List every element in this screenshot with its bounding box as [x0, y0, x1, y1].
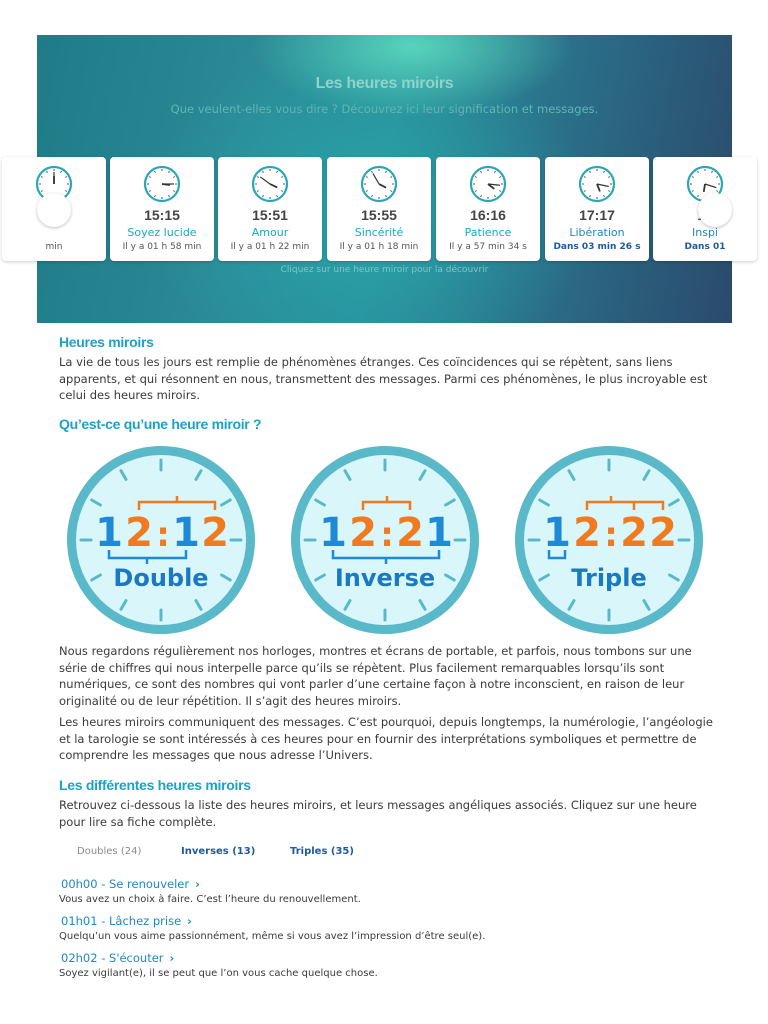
card-meaning: Sincérité [354, 226, 404, 239]
clock-icon [469, 165, 507, 203]
mirror-type-label: Inverse [334, 564, 436, 592]
clock-digit: 2 [620, 510, 648, 556]
card-time: 15:15 [144, 207, 180, 223]
clock-digit: 2 [649, 510, 677, 556]
card-time: 15:55 [361, 207, 397, 223]
clock-digit: 2 [125, 510, 153, 556]
explanation-paragraph-1: Nous regardons régulièrement nos horloges, montres et écrans de portable, et parfois, nous tombons sur une série de chiffres qui nous interpelle parce qu’ils se répètent. Plus facilement remarquables lorsqu’ils sont numériques, ce sont des nombres qui vont parler d’une certaine façon à notre inconscient, en raison de leur originalité ou de leur répétition. Il s’agit des heures miroirs. [59, 644, 692, 708]
mirror-hour-card[interactable] [110, 157, 214, 261]
card-meaning: Patience [464, 226, 512, 239]
section-qu-est-ce [59, 416, 261, 432]
mirror-hour-card[interactable] [327, 157, 431, 261]
list-item-label: 01h01 - Lâchez prise [61, 914, 182, 928]
card-countdown: Dans 01 [684, 242, 726, 252]
clock-digit: 2 [349, 510, 377, 556]
card-time: 17:17 [579, 207, 615, 223]
carousel-next-button[interactable] [698, 193, 732, 227]
list-item-title[interactable] [61, 914, 192, 928]
tab-triples[interactable]: Triples (35) [290, 846, 354, 857]
hero-title: Les heures miroirs [315, 75, 454, 92]
carousel-prev-button[interactable] [37, 193, 71, 227]
mirror-type-clock [59, 444, 264, 636]
chevron-left-icon [37, 193, 71, 227]
clock-digit: 2 [201, 510, 229, 556]
list-item-description: Quelqu’un vous aime passionnément, même si vous avez l’impression d’être seul(e). [59, 931, 486, 942]
list-item-description: Vous avez un choix à faire. C’est l’heure du renouvellement. [59, 894, 361, 905]
chevron-right-icon: › [187, 914, 192, 928]
clock-digit: 1 [425, 510, 453, 556]
list-item-label: 00h00 - Se renouveler [61, 877, 190, 891]
mirror-type-clock [507, 444, 712, 636]
section-title: Les différentes heures miroirs [59, 777, 251, 793]
list-item-title[interactable] [61, 951, 174, 965]
clock-digit: : [156, 515, 170, 555]
card-countdown: Il y a 01 h 18 min [339, 242, 419, 252]
explanation-paragraph-2: Les heures miroirs communiquent des messages. C’est pourquoi, depuis longtemps, la numérologie, l’angéologie et la tarologie se sont intéressés à ces heures pour en fournir des interprétations symboliques et permettre de comprendre les messages que nous adresse l’Univers. [59, 715, 713, 763]
section-title: Heures miroirs [59, 334, 154, 350]
clock-icon [360, 165, 398, 203]
clock-digit: 2 [396, 510, 424, 556]
intro-text: La vie de tous les jours est remplie de phénomènes étranges. Ces coïncidences qui se répètent, sans liens apparents, et qui résonnent en nous, transmettent des messages. Parmi ces phénomènes, le plus incroyable est celui des heures miroirs. [59, 355, 708, 403]
clock-digit: 1 [319, 510, 347, 556]
clock-icon [143, 165, 181, 203]
clock-digit: 2 [573, 510, 601, 556]
chevron-right-icon: › [195, 877, 200, 891]
card-countdown: Il y a 01 h 58 min [122, 242, 202, 252]
clock-digit: 1 [172, 510, 200, 556]
clock-icon [251, 165, 289, 203]
mirror-type-label: Triple [571, 564, 647, 592]
card-countdown: Dans 03 min 26 s [553, 242, 641, 252]
mirror-hour-card[interactable] [545, 157, 649, 261]
hero-banner [37, 35, 732, 323]
section-differentes [59, 777, 251, 793]
card-meaning: Amour [251, 226, 289, 239]
card-time: 15:51 [252, 207, 288, 223]
mirror-type-clock [283, 444, 488, 636]
clock-icon [578, 165, 616, 203]
card-countdown: Il y a 01 h 22 min [230, 242, 310, 252]
mirror-hour-carousel [45, 157, 726, 263]
card-time: 16:16 [470, 207, 506, 223]
card-meaning: Soyez lucide [127, 226, 197, 239]
card-meaning: Inspi [692, 226, 718, 239]
clock-digit: 1 [95, 510, 123, 556]
tab-doubles[interactable]: Doubles (24) [77, 846, 142, 857]
tab-inverses[interactable]: Inverses (13) [181, 846, 256, 857]
filter-tabs [59, 846, 459, 862]
hero-subtitle: Que veulent-elles vous dire ? Découvrez ici leur signification et messages. [170, 102, 599, 116]
mirror-hour-card[interactable] [218, 157, 322, 261]
section-title: Qu’est-ce qu’une heure miroir ? [59, 416, 262, 432]
section-heures-miroirs [59, 334, 154, 350]
hero-hint: Cliquez sur une heure miroir pour la découvrir [280, 265, 489, 275]
list-item-title[interactable] [61, 877, 200, 891]
clock-digit: : [380, 515, 394, 555]
mirror-type-label: Double [113, 564, 209, 592]
clock-digit: : [604, 515, 618, 555]
mirror-types-illustration [59, 444, 714, 636]
list-intro-text: Retrouvez ci-dessous la liste des heures miroirs, et leurs messages angéliques associés. Cliquez sur une heure pour lire sa fiche complète. [59, 798, 697, 829]
chevron-right-icon: › [169, 951, 175, 965]
clock-digit: 1 [543, 510, 571, 556]
card-countdown: Il y a 57 min 34 s [449, 242, 527, 252]
chevron-right-icon [698, 193, 732, 227]
card-meaning: Libération [569, 226, 625, 239]
mirror-hour-card[interactable] [436, 157, 540, 261]
list-item-label: 02h02 - S'écouter [61, 951, 164, 965]
list-item-description: Soyez vigilant(e), il se peut que l’on vous cache quelque chose. [59, 968, 378, 979]
card-countdown: min [45, 242, 63, 252]
